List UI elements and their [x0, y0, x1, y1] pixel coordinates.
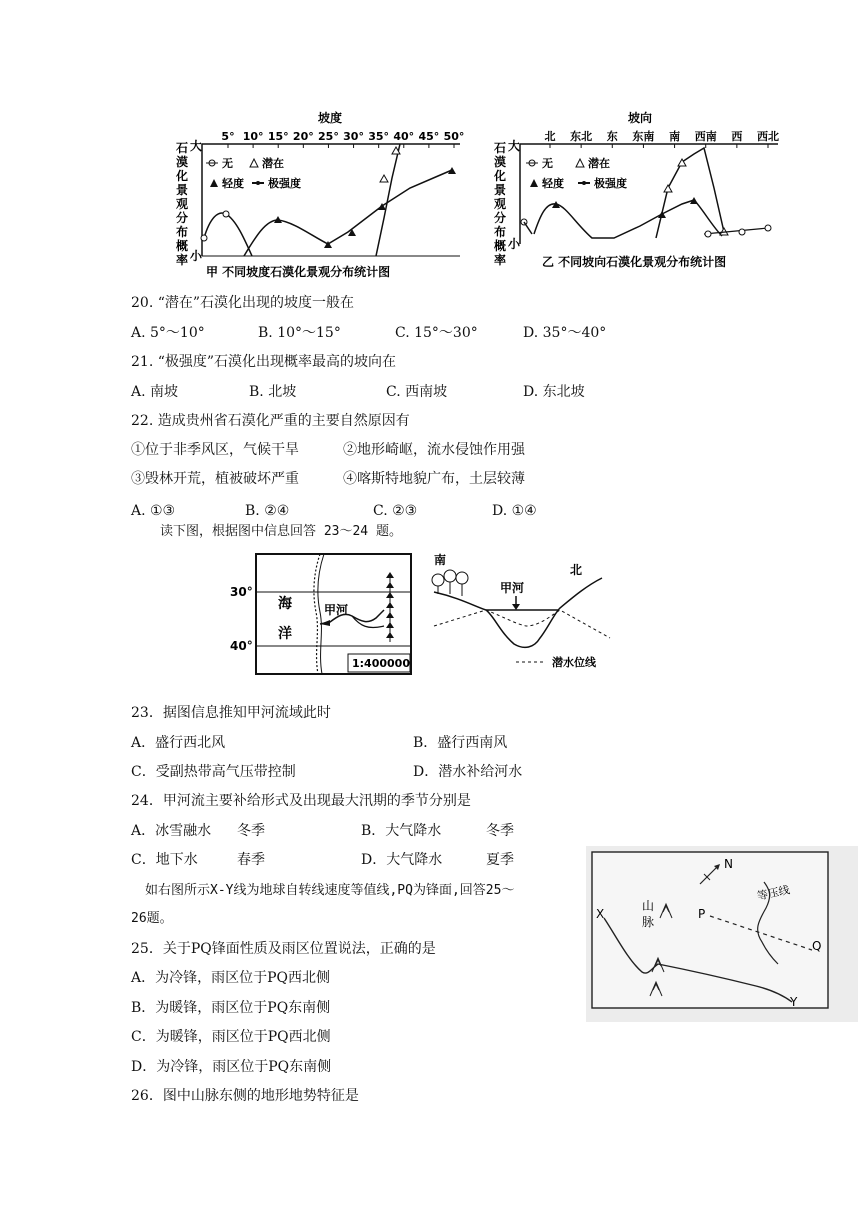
intro-23-24: 读下图，根据图中信息回答 23～24 题。 — [160, 524, 402, 539]
q23-option-c[interactable]: C．受副热带高气压带控制 — [131, 764, 296, 780]
section-river-label: 甲河 — [500, 581, 525, 595]
aspect-tick-0: 北 — [544, 130, 556, 143]
q24-option-b[interactable]: B．大气降水 — [361, 823, 442, 839]
slope-tick-8: 45° — [418, 130, 440, 143]
isobar-label: 等压线 — [755, 883, 791, 903]
q24-option-b-season: 冬季 — [486, 823, 514, 839]
sea-label-1: 海 — [278, 596, 292, 612]
q22-item-3: ③毁林开荒，植被破坏严重 — [131, 471, 299, 487]
slope-y-label-text: 石漠化景观分布概率 — [176, 141, 189, 267]
slope-y-label — [175, 140, 188, 267]
legend-none: 无 — [222, 157, 233, 170]
q20-option-c[interactable]: C. 15°～30° — [395, 325, 478, 341]
lat-40: 40° — [230, 639, 253, 653]
front-point-q: Q — [812, 939, 822, 953]
q24-option-a-season: 冬季 — [237, 823, 265, 839]
figure-river-section — [420, 548, 620, 678]
q24-option-a[interactable]: A．冰雪融水 — [131, 823, 212, 839]
question-26-stem: 26．图中山脉东侧的地形地势特征是 — [131, 1088, 359, 1104]
south-label: 南 — [434, 553, 447, 567]
aspect-axis-title: 坡向 — [628, 111, 653, 125]
question-21-stem: 21. “极强度”石漠化出现概率最高的坡向在 — [131, 354, 397, 370]
aspect-y-label-text: 石漠化景观分布概率 — [494, 141, 507, 267]
river-jia-label: 甲河 — [324, 603, 349, 617]
north-label: 北 — [570, 563, 583, 577]
q22-item-2: ②地形崎岖，流水侵蚀作用强 — [343, 442, 525, 458]
legend-potential: 潜在 — [588, 157, 610, 170]
q20-option-d[interactable]: D. 35°～40° — [523, 325, 607, 341]
q24-option-d-season: 夏季 — [486, 852, 514, 868]
q22-option-b[interactable]: B. ②④ — [245, 503, 290, 519]
slope-tick-2: 15° — [267, 130, 289, 143]
water-table-legend: 潜水位线 — [552, 656, 596, 669]
figure-river-map — [226, 552, 416, 678]
slope-tick-5: 30° — [343, 130, 364, 143]
intro-25-26-line2: 26题。 — [131, 911, 173, 926]
q22-option-c[interactable]: C. ②③ — [373, 503, 418, 519]
q21-option-b[interactable]: B. 北坡 — [249, 384, 297, 400]
line-point-x: X — [596, 907, 605, 921]
slope-tick-0: 5° — [221, 130, 235, 143]
figure-slope-chart — [170, 108, 470, 286]
mountain-label-1: 山 — [642, 899, 655, 913]
question-23-stem: 23．据图信息推知甲河流域此时 — [131, 705, 331, 721]
q23-option-a[interactable]: A．盛行西北风 — [131, 735, 226, 751]
question-22-stem: 22. 造成贵州省石漠化严重的主要自然原因有 — [131, 413, 410, 429]
q20-option-a[interactable]: A. 5°～10° — [131, 325, 205, 341]
q25-option-d[interactable]: D．为冷锋，雨区位于PQ东南侧 — [131, 1059, 332, 1075]
aspect-tick-3: 东南 — [632, 130, 655, 143]
front-point-p: P — [698, 907, 706, 921]
q24-option-d[interactable]: D．大气降水 — [361, 852, 443, 868]
aspect-y-high: 大 — [508, 139, 521, 153]
legend-none: 无 — [542, 157, 553, 170]
q21-option-c[interactable]: C. 西南坡 — [386, 384, 448, 400]
q25-option-b[interactable]: B．为暖锋，雨区位于PQ东南侧 — [131, 1000, 331, 1016]
q22-item-4: ④喀斯特地貌广布，土层较薄 — [343, 471, 525, 487]
slope-y-high: 大 — [190, 139, 203, 153]
q23-option-d[interactable]: D．潜水补给河水 — [413, 764, 523, 780]
q22-item-1: ①位于非季风区，气候干旱 — [131, 442, 299, 458]
q22-option-a[interactable]: A. ①③ — [131, 503, 176, 519]
slope-tick-4: 25° — [318, 130, 339, 143]
sea-label-2: 洋 — [278, 626, 292, 642]
figure-aspect-chart — [490, 108, 790, 286]
lat-30: 30° — [230, 585, 253, 599]
question-24-stem: 24．甲河流主要补给形式及出现最大汛期的季节分别是 — [131, 793, 471, 809]
map-scale: 1:400000 — [352, 657, 410, 670]
mountain-label-2: 脉 — [642, 915, 655, 929]
aspect-caption: 乙 不同坡向石漠化景观分布统计图 — [542, 255, 727, 269]
slope-tick-1: 10° — [242, 130, 264, 143]
aspect-tick-4: 南 — [669, 130, 681, 143]
aspect-chart-svg — [490, 108, 790, 286]
q25-option-c[interactable]: C．为暖锋，雨区位于PQ西北侧 — [131, 1029, 331, 1045]
slope-tick-6: 35° — [368, 130, 390, 143]
aspect-tick-1: 东北 — [570, 130, 593, 143]
slope-tick-3: 20° — [292, 130, 314, 143]
q24-option-c-season: 春季 — [237, 852, 265, 868]
aspect-tick-2: 东 — [606, 130, 618, 143]
question-25-stem: 25．关于PQ锋面性质及雨区位置说法，正确的是 — [131, 941, 436, 957]
legend-extreme: 极强度 — [594, 177, 627, 190]
aspect-tick-7: 西北 — [757, 130, 779, 143]
legend-mild: 轻度 — [222, 177, 244, 190]
q20-option-b[interactable]: B. 10°～15° — [258, 325, 341, 341]
slope-tick-9: 50° — [443, 130, 465, 143]
slope-chart-svg — [170, 108, 470, 286]
legend-extreme: 极强度 — [268, 177, 301, 190]
aspect-y-label — [493, 140, 506, 267]
q21-option-d[interactable]: D. 东北坡 — [523, 384, 585, 400]
aspect-tick-5: 西南 — [694, 130, 717, 143]
intro-25-26-line1: 如右图所示X-Y线为地球自转线速度等值线,PQ为锋面,回答25～ — [145, 883, 515, 898]
slope-y-low: 小 — [190, 249, 203, 263]
slope-caption: 甲 不同坡度石漠化景观分布统计图 — [206, 265, 391, 279]
legend-potential: 潜在 — [262, 157, 284, 170]
q25-option-a[interactable]: A．为冷锋，雨区位于PQ西北侧 — [131, 970, 331, 986]
question-20-stem: 20. “潜在”石漠化出现的坡度一般在 — [131, 295, 355, 311]
q24-option-c[interactable]: C．地下水 — [131, 852, 198, 868]
slope-axis-title: 坡度 — [318, 111, 343, 125]
aspect-tick-6: 西 — [731, 130, 743, 143]
q21-option-a[interactable]: A. 南坡 — [131, 384, 179, 400]
q23-option-b[interactable]: B．盛行西南风 — [413, 735, 508, 751]
aspect-y-low: 小 — [508, 237, 521, 251]
line-point-y: Y — [790, 995, 798, 1009]
q22-option-d[interactable]: D. ①④ — [492, 503, 537, 519]
north-arrow-label: N — [724, 857, 733, 871]
slope-tick-7: 40° — [393, 130, 415, 143]
legend-mild: 轻度 — [542, 177, 564, 190]
figure-front-map — [586, 846, 858, 1022]
